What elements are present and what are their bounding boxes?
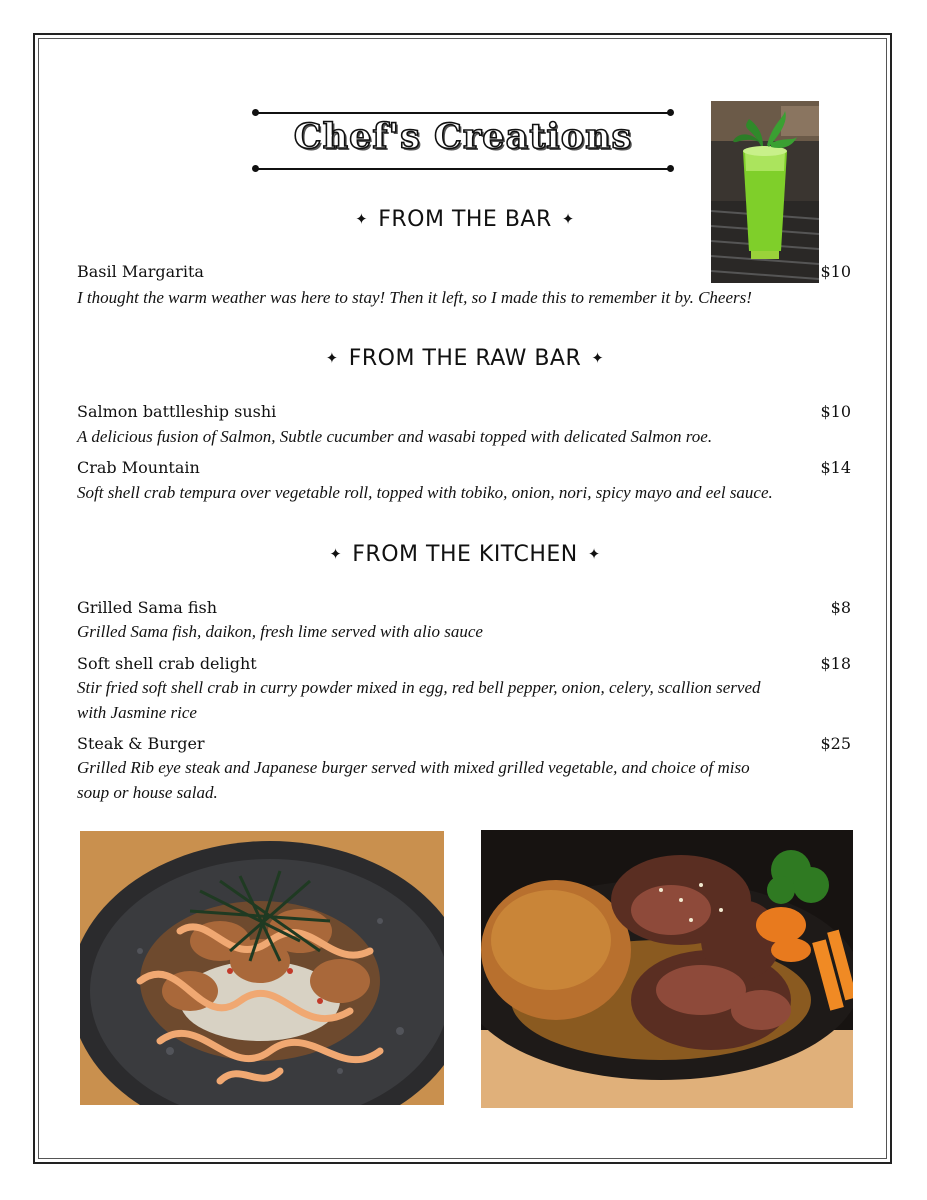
item-price: $10 <box>820 262 851 281</box>
item-price: $18 <box>820 654 851 673</box>
item-description: Grilled Sama fish, daikon, fresh lime served with alio sauce <box>77 622 483 641</box>
item-description: I thought the warm weather was here to stay! Then it left, so I made this to remember it by. Cheers! <box>77 288 752 307</box>
star-ornament-icon: ✦ <box>325 349 339 367</box>
section-heading-text: FROM THE BAR <box>378 207 552 232</box>
section-heading-kitchen <box>120 542 810 567</box>
section-heading-text: FROM THE KITCHEN <box>352 542 578 567</box>
section-heading-raw-bar <box>120 346 810 371</box>
item-price: $10 <box>820 402 851 421</box>
star-ornament-icon: ✦ <box>355 210 369 228</box>
item-price: $25 <box>820 734 851 753</box>
star-ornament-icon: ✦ <box>591 349 605 367</box>
steak-and-burger-photo <box>481 830 853 1108</box>
star-ornament-icon: ✦ <box>329 545 343 563</box>
crab-mountain-photo <box>80 831 444 1105</box>
item-name: Soft shell crab delight <box>77 654 257 673</box>
item-name: Grilled Sama fish <box>77 598 218 617</box>
menu-title: Chef's Creations <box>293 116 633 157</box>
title-rule-bottom <box>256 168 670 170</box>
item-price: $14 <box>820 458 851 477</box>
item-name: Basil Margarita <box>77 262 204 281</box>
item-name: Crab Mountain <box>77 458 200 477</box>
item-description: Stir fried soft shell crab in curry powder mixed in egg, red bell pepper, onion, celery, scallion served with Jasmine rice <box>77 678 761 722</box>
item-price: $8 <box>830 598 851 617</box>
title-rule-top <box>256 112 670 114</box>
section-heading-text: FROM THE RAW BAR <box>348 346 582 371</box>
basil-margarita-photo <box>711 101 819 283</box>
item-description: Grilled Rib eye steak and Japanese burger served with mixed grilled vegetable, and choice of miso soup or house salad. <box>77 758 750 802</box>
star-ornament-icon: ✦ <box>561 210 575 228</box>
item-name: Salmon battlleship sushi <box>77 402 277 421</box>
section-heading-bar <box>120 207 810 232</box>
item-description: A delicious fusion of Salmon, Subtle cucumber and wasabi topped with delicated Salmon roe. <box>77 427 713 446</box>
item-name: Steak & Burger <box>77 734 205 753</box>
item-description: Soft shell crab tempura over vegetable roll, topped with tobiko, onion, nori, spicy mayo and eel sauce. <box>77 483 773 502</box>
star-ornament-icon: ✦ <box>587 545 601 563</box>
